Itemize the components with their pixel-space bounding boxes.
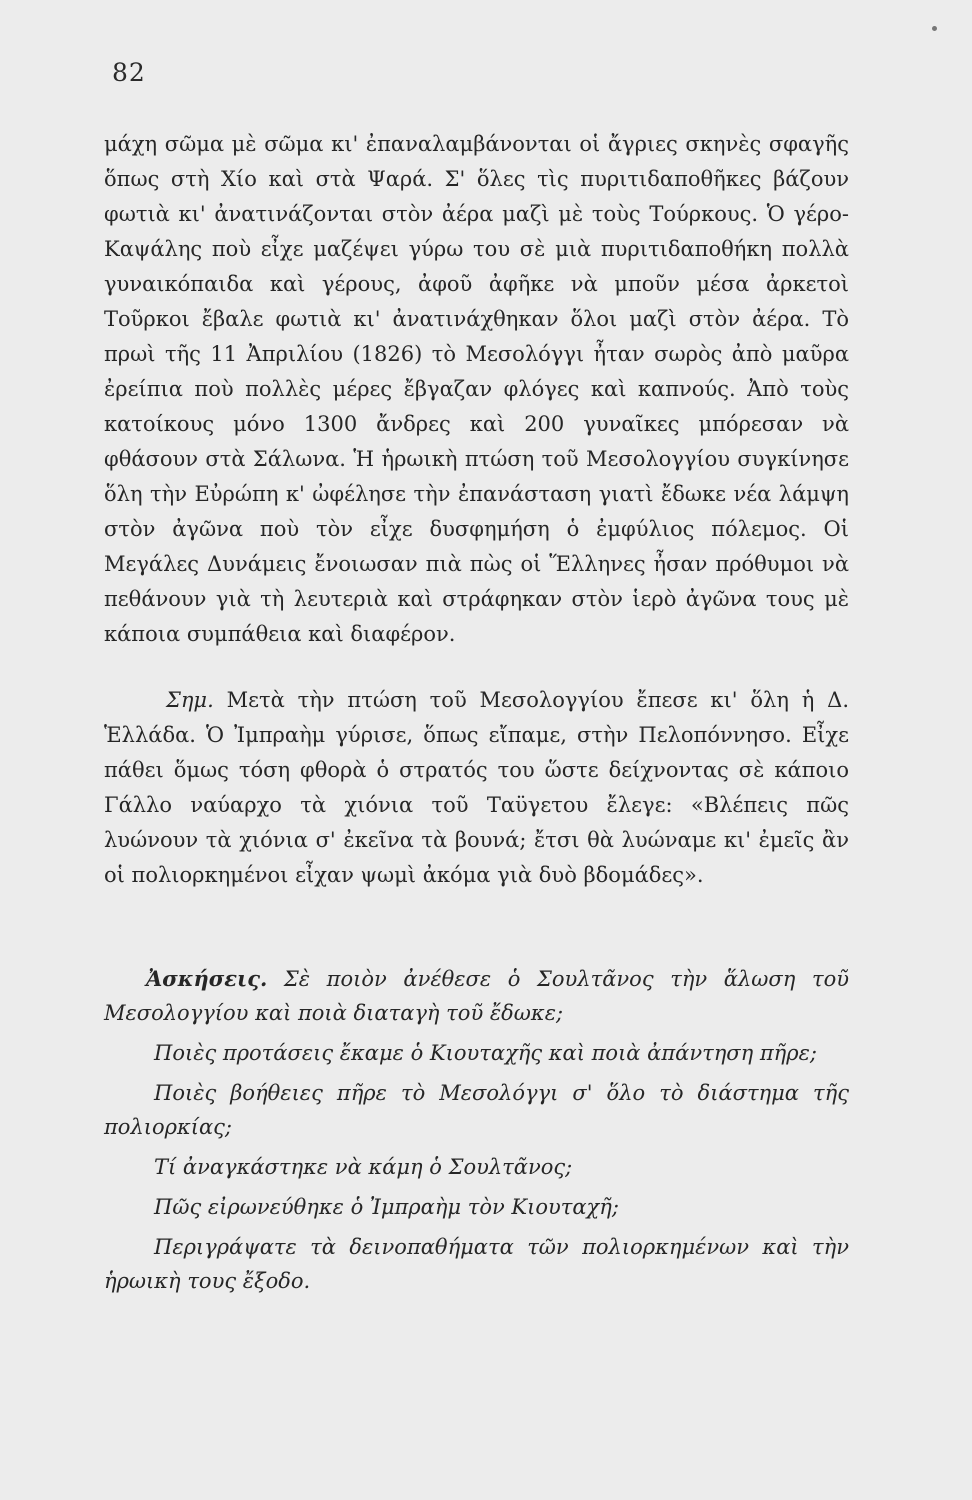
page-number: 82: [112, 58, 146, 87]
exercises-section: [104, 962, 849, 1304]
exercises-heading: Ἀσκήσεις.: [146, 966, 268, 991]
main-paragraph: μάχη σῶμα μὲ σῶμα κι' ἐπαναλαμβάνονται οἱ ἄγριες σκηνὲς σφαγῆς ὅπως στὴ Χίο καὶ στὰ Ψαρά. Σ' ὅλες τὶς πυριτιδαποθῆκες βάζουν φωτιὰ κι' ἀνατινάζονται στὸν ἀέρα μαζὶ μὲ τοὺς Τούρκους. Ὁ γέρο-Καψάλης ποὺ εἶχε μαζέψει γύρω του σὲ μιὰ πυριτιδαποθήκη πολλὰ γυναικόπαιδα καὶ γέρους, ἀφοῦ ἀφῆκε νὰ μποῦν μέσα ἀρκετοὶ Τοῦρκοι ἔβαλε φωτιὰ κι' ἀνατινάχθηκαν ὅλοι μαζὶ στὸν ἀέρα. Τὸ πρωὶ τῆς 11 Ἀπριλίου (1826) τὸ Μεσολόγγι ἦταν σωρὸς ἀπὸ μαῦρα ἐρείπια ποὺ πολλὲς μέρες ἔβγαζαν φλόγες καὶ καπνούς. Ἀπὸ τοὺς κατοίκους μόνο 1300 ἄνδρες καὶ 200 γυναῖκες μπόρεσαν νὰ φθάσουν στὰ Σάλωνα. Ἡ ἡρωικὴ πτώση τοῦ Μεσολογγίου συγκίνησε ὅλη τὴν Εὐρώπη κ' ὠφέλησε τὴν ἐπανάσταση γιατὶ ἔδωκε νέα λάμψη στὸν ἀγῶνα ποὺ τὸν εἶχε δυσφημήση ὁ ἐμφύλιος πόλεμος. Οἱ Μεγάλες Δυνάμεις ἔνοιωσαν πιὰ πὼς οἱ Ἕλληνες ἦσαν πρόθυμοι νὰ πεθάνουν γιὰ τὴ λευτεριὰ καὶ στράφηκαν στὸν ἱερὸ ἀγῶνα τους μὲ κάποια συμπάθεια καὶ διαφέρον.: [104, 132, 849, 646]
exercise-item: Τί ἀναγκάστηκε νὰ κάμη ὁ Σουλτᾶνος;: [154, 1155, 573, 1179]
exercise-item: Ποιὲς βοήθειες πῆρε τὸ Μεσολόγγι σ' ὅλο τὸ διάστημα τῆς πολιορκίας;: [104, 1081, 849, 1139]
exercise-item: Περιγράψατε τὰ δεινοπαθήματα τῶν πολιορκημένων καὶ τὴν ἡρωικὴ τους ἔξοδο.: [104, 1235, 849, 1293]
exercise-item: Πῶς εἰρωνεύθηκε ὁ Ἰμπραὴμ τὸν Κιουταχῆ;: [154, 1195, 619, 1219]
exercise-item: [104, 962, 849, 1030]
exercise-text: Σὲ ποιὸν ἀνέθεσε ὁ Σουλτᾶνος τὴν ἅλωση τοῦ Μεσολογγίου καὶ ποιὰ διαταγὴ τοῦ ἔδωκε;: [104, 967, 849, 1025]
note-text: Μετὰ τὴν πτώση τοῦ Μεσολογγίου ἔπεσε κι' ὅλη ἡ Δ. Ἑλλάδα. Ὁ Ἰμπραὴμ γύρισε, ὅπως εἴπαμε, στὴν Πελοπόννησο. Εἶχε πάθει ὅμως τόση φθορὰ ὁ στρατός του ὥστε δείχνοντας σὲ κάποιο Γάλλο ναύαρχο τὰ χιόνια τοῦ Ταϋγετου ἔλεγε: «Βλέπεις πῶς λυώνουν τὰ χιόνια σ' ἐκεῖνα τὰ βουνά; ἔτσι θὰ λυώναμε κι' ἐμεῖς ἂν οἱ πολιορκημένοι εἶχαν ψωμὶ ἀκόμα γιὰ δυὸ βδομάδες».: [104, 688, 849, 887]
note-label: Σημ.: [166, 688, 214, 712]
note-paragraph: [104, 683, 849, 893]
paper-speck: [932, 26, 937, 31]
exercise-item: Ποιὲς προτάσεις ἔκαμε ὁ Κιουταχῆς καὶ ποιὰ ἀπάντηση πῆρε;: [154, 1041, 817, 1065]
